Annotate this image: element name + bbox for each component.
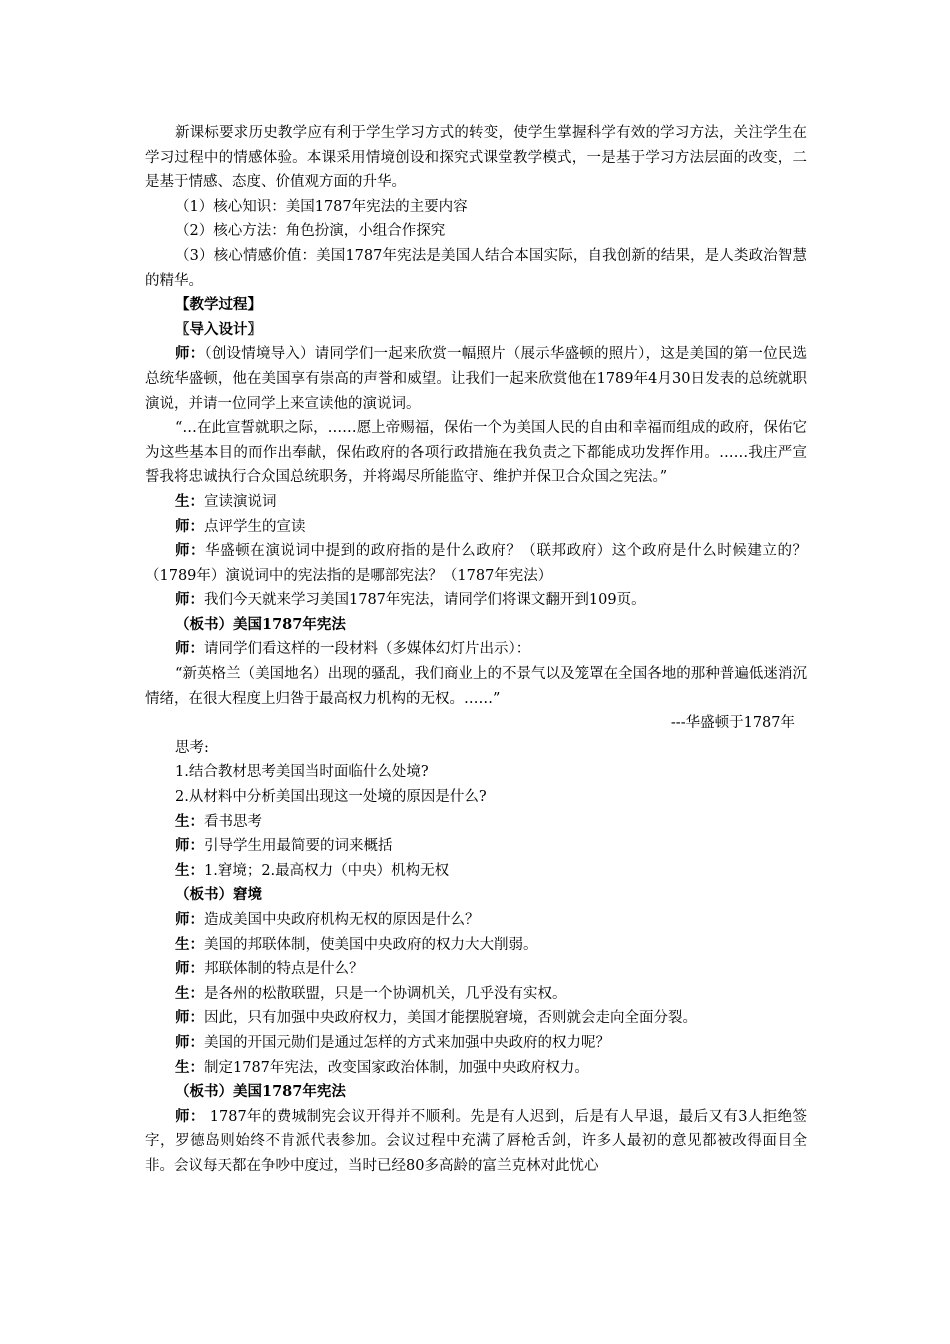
- speaker-label: 生：: [175, 935, 204, 953]
- dialog-line: [145, 539, 807, 588]
- quote-attribution: ---华盛顿于1787年: [670, 715, 795, 732]
- speaker-label: 师：: [175, 517, 204, 535]
- document-body: [145, 121, 807, 1179]
- body-paragraph: （1）核心知识：美国1787年宪法的主要内容: [175, 198, 468, 215]
- dialog-line: [145, 490, 807, 515]
- dialog-text: 1787年的费城制宪会议开得并不顺利。先是有人迟到，后是有人早退，最后又有3人拒绝签字，罗德岛则始终不肯派代表参加。会议过程中充满了唇枪舌剑，许多人最初的意见都被改得面目全非。会议每天都在争吵中度过，当时已经80多高龄的富兰克林对此忧心: [145, 1108, 808, 1174]
- section-heading: [145, 293, 807, 318]
- speaker-label: 生：: [175, 492, 204, 510]
- dialog-text: （创设情境导入）请同学们一起来欣赏一幅照片（展示华盛顿的照片），这是美国的第一位民选总统华盛顿，他在美国享有崇高的声誉和威望。让我们一起来欣赏他在1789年4月30日发表的总统就职演说，并请一位同学上来宣读他的演说词。: [145, 346, 808, 412]
- dialog-text: 邦联体制的特点是什么？: [204, 961, 364, 978]
- dialog-line: [145, 859, 807, 884]
- dialog-line: [145, 810, 807, 835]
- dialog-line: [145, 908, 807, 933]
- section-heading: [145, 1080, 807, 1105]
- dialog-text: 1.窘境；2.最高权力（中央）机构无权: [204, 862, 450, 879]
- dialog-line: [145, 1006, 807, 1031]
- dialog-text: 造成美国中央政府机构无权的原因是什么？: [204, 912, 480, 928]
- dialog-line: [145, 342, 807, 416]
- speaker-label: 师：: [175, 345, 205, 363]
- dialog-text: 美国的邦联体制，使美国中央政府的权力大大削弱。: [204, 936, 538, 953]
- dialog-text: 制定1787年宪法，改变国家政治体制，加强中央政府权力。: [204, 1059, 589, 1076]
- heading-text: 【教学过程】: [175, 296, 262, 314]
- dialog-line: [145, 957, 807, 982]
- dialog-text: 引导学生用最简要的词来概括: [204, 838, 393, 855]
- speaker-label: 生：: [175, 984, 204, 1002]
- dialog-text: 看书思考: [204, 813, 262, 830]
- dialog-line: [145, 834, 807, 859]
- dialog-text: 是各州的松散联盟，只是一个协调机关，几乎没有实权。: [204, 985, 567, 1002]
- heading-text: 〖导入设计〗: [175, 320, 262, 338]
- speaker-label: 师：: [175, 837, 204, 855]
- body-paragraph: 思考:: [175, 739, 209, 756]
- section-heading: [145, 883, 807, 908]
- body-paragraph: （2）核心方法：角色扮演，小组合作探究: [175, 223, 446, 240]
- heading-text: （板书）美国1787年宪法: [175, 1083, 346, 1101]
- dialog-line: [145, 588, 807, 613]
- dialog-line: [145, 933, 807, 958]
- body-paragraph: “…在此宣誓就职之际，……愿上帝赐福，保佑一个为美国人民的自由和幸福而组成的政府，保佑它为这些基本目的而作出奉献，保佑政府的各项行政措施在我负责之下都能成功发挥作用。……我庄严宣誓我将忠诚执行合众国总统职务，并将竭尽所能监守、维护并保卫合众国之宪法。”: [145, 420, 807, 486]
- dialog-line: [145, 1056, 807, 1081]
- dialog-text: 华盛顿在演说词中提到的政府指的是什么政府？（联邦政府）这个政府是什么时候建立的？（1789年）演说词中的宪法指的是哪部宪法？（1787年宪法）: [145, 543, 807, 584]
- dialog-line: [145, 637, 807, 662]
- speaker-label: 生：: [175, 861, 204, 879]
- speaker-label: 生：: [175, 812, 204, 830]
- speaker-label: 师：: [175, 1107, 205, 1125]
- body-paragraph: 1.结合教材思考美国当时面临什么处境?: [175, 764, 429, 781]
- body-paragraph: 2.从材料中分析美国出现这一处境的原因是什么?: [175, 789, 487, 806]
- dialog-text: 美国的开国元勋们是通过怎样的方式来加强中央政府的权力呢？: [204, 1034, 610, 1051]
- heading-text: （板书）美国1787年宪法: [175, 615, 346, 633]
- speaker-label: 师：: [175, 1033, 204, 1051]
- speaker-label: 生：: [175, 1058, 204, 1076]
- body-paragraph: “新英格兰（美国地名）出现的骚乱，我们商业上的不景气以及笼罩在全国各地的那种普遍低迷消沉情绪，在很大程度上归咎于最高权力机构的无权。……”: [145, 666, 807, 707]
- speaker-label: 师：: [175, 542, 206, 560]
- dialog-text: 因此，只有加强中央政府权力，美国才能摆脱窘境，否则就会走向全面分裂。: [204, 1010, 697, 1027]
- dialog-text: 请同学们看这样的一段材料（多媒体幻灯片出示）：: [204, 641, 531, 658]
- dialog-line: [145, 1031, 807, 1056]
- speaker-label: 师：: [175, 960, 204, 978]
- speaker-label: 师：: [175, 591, 204, 609]
- dialog-line: [145, 515, 807, 540]
- dialog-text: 我们今天就来学习美国1787年宪法，请同学们将课文翻开到109页。: [204, 592, 646, 609]
- dialog-text: 宣读演说词: [204, 493, 277, 510]
- speaker-label: 师：: [175, 640, 204, 658]
- heading-text: （板书）窘境: [175, 886, 262, 904]
- dialog-text: 点评学生的宣读: [204, 518, 306, 535]
- dialog-line: [145, 1105, 807, 1179]
- body-paragraph: （3）核心情感价值：美国1787年宪法是美国人结合本国实际，自我创新的结果，是人类政治智慧的精华。: [145, 247, 807, 289]
- section-heading: [145, 318, 807, 343]
- body-paragraph: 新课标要求历史教学应有利于学生学习方式的转变，使学生掌握科学有效的学习方法，关注学生在学习过程中的情感体验。本课采用情境创设和探究式课堂教学模式，一是基于学习方法层面的改变，二是基于情感、态度、价值观方面的升华。: [145, 125, 807, 191]
- speaker-label: 师：: [175, 911, 204, 928]
- speaker-label: 师：: [175, 1009, 204, 1027]
- dialog-line: [145, 982, 807, 1007]
- section-heading: [145, 613, 807, 638]
